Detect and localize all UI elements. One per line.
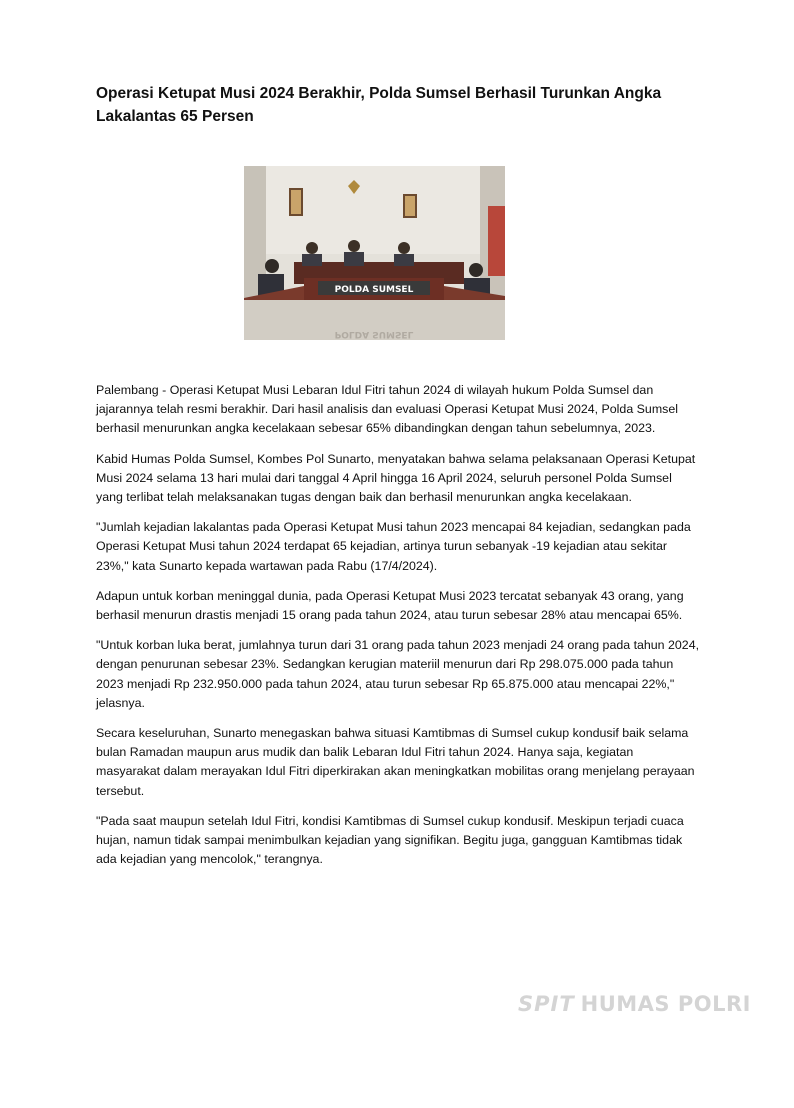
- article-paragraph: "Pada saat maupun setelah Idul Fitri, kondisi Kamtibmas di Sumsel cukup kondusif. Meskipun terjadi cuaca hujan, namun tidak sampai menimbulkan kejadian yang signifikan. Begitu juga, gangguan Kamtibmas tidak ada kejadian yang mencolok," terangnya.: [96, 813, 684, 867]
- article-paragraph: Kabid Humas Polda Sumsel, Kombes Pol Sunarto, menyatakan bahwa selama pelaksanaan Operasi Ketupat Musi 2024 selama 13 hari mulai dari tanggal 4 April hingga 16 April 2024, seluruh personel Polda Sumsel yang terlibat telah melaksanakan tugas dengan baik dan berhasil menurunkan angka kecelakaan.: [96, 451, 696, 505]
- article-paragraph: "Untuk korban luka berat, jumlahnya turun dari 31 orang pada tahun 2023 menjadi 24 orang pada tahun 2024, dengan penurunan sebesar 23%. Sedangkan kerugian materiil menurun dari Rp 298.075.000 pada tahun 2023 menjadi Rp 232.950.000 pada tahun 2024, atau turun sebesar Rp 65.875.000 atau mencapai 22%," jelasnya.: [96, 638, 700, 710]
- photo-sign-text: POLDA SUMSEL: [334, 285, 414, 295]
- watermark-brand: SPIT: [518, 992, 575, 1016]
- article-body: [96, 381, 700, 880]
- article-paragraph: "Jumlah kejadian lakalantas pada Operasi Ketupat Musi tahun 2023 mencapai 84 kejadian, sedangkan pada Operasi Ketupat Musi tahun 2024 terdapat 65 kejadian, artinya turun sebanyak -19 kejadian atau sekitar 23%," kata Sunarto kepada wartawan pada Rabu (17/4/2024).: [96, 520, 691, 573]
- humas-polri-watermark: [518, 992, 751, 1016]
- watermark-text: HUMAS POLRI: [580, 992, 751, 1016]
- article-paragraph: Palembang - Operasi Ketupat Musi Lebaran Idul Fitri tahun 2024 di wilayah hukum Polda Sumsel dan jajarannya telah resmi berakhir. Dari hasil analisis dan evaluasi Operasi Ketupat Musi 2024, Polda Sumsel berhasil menurunkan angka kecelakaan sebesar 65% dibandingkan dengan tahun sebelumnya, 2023.: [96, 383, 678, 436]
- article-paragraph: Adapun untuk korban meninggal dunia, pada Operasi Ketupat Musi 2023 tercatat sebanyak 43 orang, yang berhasil menurun drastis menjadi 15 orang pada tahun 2024, atau turun sebesar 28% atau mencapai 65%.: [96, 588, 684, 623]
- article-paragraph: Secara keseluruhan, Sunarto menegaskan bahwa situasi Kamtibmas di Sumsel cukup kondusif baik selama bulan Ramadan maupun arus mudik dan balik Lebaran Idul Fitri tahun 2024. Hanya saja, kegiatan masyarakat dalam merayakan Idul Fitri diperkirakan akan meningkatkan mobilitas orang menjelang perayaan tersebut.: [96, 726, 695, 798]
- article-title: Operasi Ketupat Musi 2024 Berakhir, Polda Sumsel Berhasil Turunkan Angka Lakalantas 65 Persen: [96, 85, 662, 125]
- photo-reflection-text: POLDA SUMSEL: [334, 329, 414, 339]
- article-photo: [244, 166, 505, 340]
